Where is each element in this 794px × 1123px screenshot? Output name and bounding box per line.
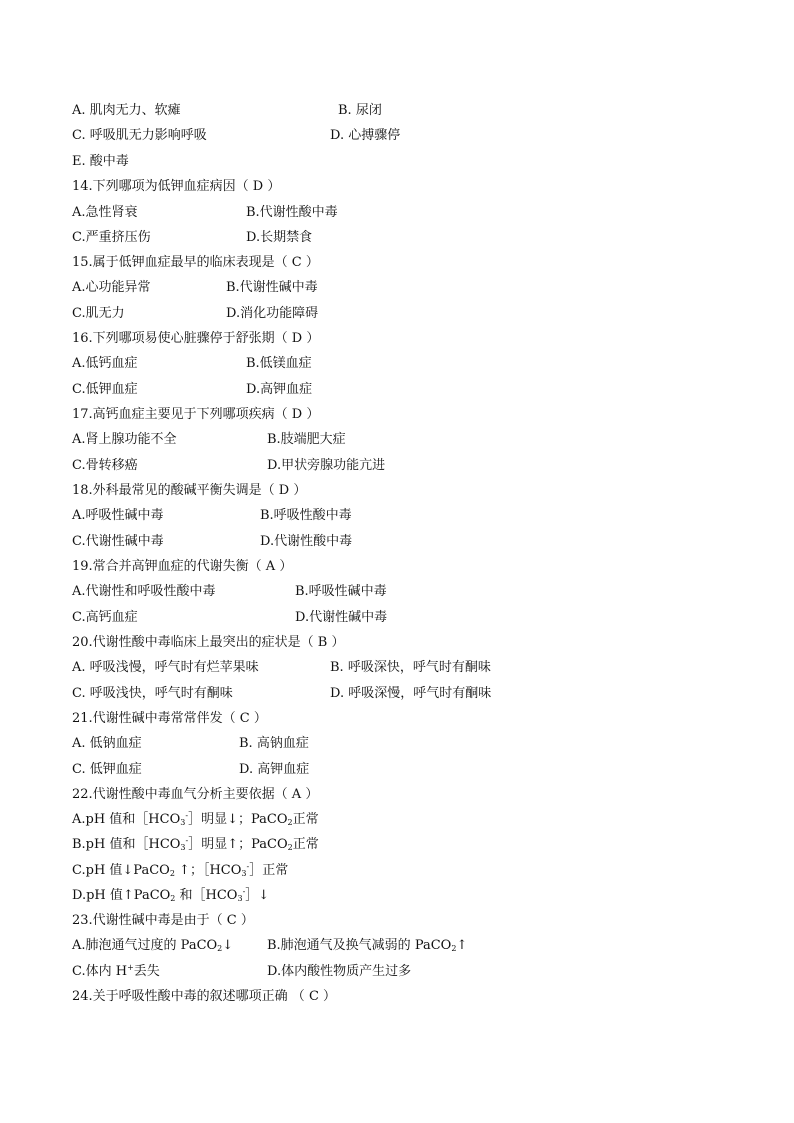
q13-option-a: A. 肌肉无力、软瘫 <box>72 103 181 118</box>
q23-option-b-suffix: ↑ <box>456 938 468 953</box>
q20-option-c: C. 呼吸浅快，呼气时有酮味 <box>72 686 233 701</box>
q22-option-c-mid: ↑；［HCO <box>174 863 242 878</box>
q22-option-a <box>72 809 319 831</box>
q20-question: 20.代谢性酸中毒临床上最突出的症状是（ B ） <box>72 635 345 650</box>
q23-option-b-sub2: 2 <box>451 944 457 953</box>
q14-option-b: B.代谢性酸中毒 <box>246 205 338 220</box>
q14-option-d: D.长期禁食 <box>246 230 313 245</box>
q15-question: 15.属于低钾血症最早的临床表现是（ C ） <box>72 255 319 270</box>
q22-option-a-sub3: 3 <box>180 818 186 827</box>
q22-option-d <box>72 885 269 907</box>
q18-option-a: A.呼吸性碱中毒 <box>72 508 164 523</box>
q21-option-c: C. 低钾血症 <box>72 762 142 777</box>
q24-question: 24.关于呼吸性酸中毒的叙述哪项正确 （ C ） <box>72 989 337 1004</box>
q16-option-d: D.高钾血症 <box>246 382 313 397</box>
q18-option-b: B.呼吸性酸中毒 <box>260 508 352 523</box>
q14-option-a: A.急性肾衰 <box>72 205 138 220</box>
q22-option-c-sub3: 3 <box>241 869 247 878</box>
q23-option-c-supplus: + <box>127 963 134 972</box>
q20-option-a: A. 呼吸浅慢，呼气时有烂苹果味 <box>72 660 259 675</box>
q23-option-a-suffix: ↓ <box>222 938 234 953</box>
q22-option-d-sub2: 2 <box>170 894 176 903</box>
q22-option-d-mid: 和［HCO <box>175 888 238 903</box>
q22-option-a-mid: ］明显↓；PaCO <box>188 812 288 827</box>
q17-option-c: C.骨转移癌 <box>72 458 138 473</box>
q22-option-b-suffix: 正常 <box>292 837 319 852</box>
q18-option-d: D.代谢性酸中毒 <box>260 534 353 549</box>
q22-option-d-suffix: ］↓ <box>245 888 270 903</box>
q17-question: 17.高钙血症主要见于下列哪项疾病（ D ） <box>72 407 320 422</box>
q19-option-b: B.呼吸性碱中毒 <box>295 584 387 599</box>
q22-option-b-sub2: 2 <box>287 843 293 852</box>
q22-option-b <box>72 834 319 856</box>
q23-option-c-suffix: 丢失 <box>133 964 160 979</box>
q23-option-c <box>72 961 160 983</box>
q19-question: 19.常合并高钾血症的代谢失衡（ A ） <box>72 559 293 574</box>
q14-question: 14.下列哪项为低钾血症病因（ D ） <box>72 179 281 194</box>
q17-option-d: D.甲状旁腺功能亢进 <box>267 458 386 473</box>
q22-option-a-supminus: - <box>185 811 189 820</box>
q14-option-c: C.严重挤压伤 <box>72 230 151 245</box>
q21-option-d: D. 高钾血症 <box>239 762 310 777</box>
q13-option-e: E. 酸中毒 <box>72 154 129 169</box>
q15-option-b: B.代谢性碱中毒 <box>226 280 318 295</box>
q23-option-a <box>72 935 233 957</box>
q15-option-c: C.肌无力 <box>72 306 125 321</box>
q19-option-a: A.代谢性和呼吸性酸中毒 <box>72 584 216 599</box>
q19-option-c: C.高钙血症 <box>72 610 138 625</box>
q13-option-c: C. 呼吸肌无力影响呼吸 <box>72 128 207 143</box>
q22-option-a-suffix: 正常 <box>292 812 319 827</box>
q22-option-d-supminus: - <box>242 887 246 896</box>
q22-option-b-supminus: - <box>185 836 189 845</box>
q23-option-d: D.体内酸性物质产生过多 <box>267 964 412 979</box>
q20-option-d: D. 呼吸深慢，呼气时有酮味 <box>330 686 492 701</box>
q20-option-b: B. 呼吸深快，呼气时有酮味 <box>330 660 491 675</box>
q16-question: 16.下列哪项易使心脏骤停于舒张期（ D ） <box>72 331 320 346</box>
q22-question: 22.代谢性酸中毒血气分析主要依据（ A ） <box>72 787 319 802</box>
q15-option-a: A.心功能异常 <box>72 280 151 295</box>
q22-option-c-prefix: C.pH 值↓PaCO <box>72 863 170 878</box>
q23-option-a-prefix: A.肺泡通气过度的 PaCO <box>72 938 218 953</box>
q17-option-a: A.肾上腺功能不全 <box>72 432 177 447</box>
q22-option-c-sub2: 2 <box>169 869 175 878</box>
q22-option-c <box>72 860 288 882</box>
q22-option-c-suffix: ］正常 <box>249 863 289 878</box>
q21-question: 21.代谢性碱中毒常常伴发（ C ） <box>72 711 267 726</box>
q23-option-b <box>267 935 467 957</box>
q18-question: 18.外科最常见的酸碱平衡失调是（ D ） <box>72 483 307 498</box>
q16-option-b: B.低镁血症 <box>246 356 312 371</box>
q23-option-b-prefix: B.肺泡通气及换气减弱的 PaCO <box>267 938 452 953</box>
q21-option-a: A. 低钠血症 <box>72 736 142 751</box>
q22-option-a-sub2: 2 <box>287 818 293 827</box>
q22-option-d-prefix: D.pH 值↑PaCO <box>72 888 171 903</box>
q22-option-b-prefix: B.pH 值和［HCO <box>72 837 181 852</box>
q23-option-c-prefix: C.体内 H <box>72 964 128 979</box>
q23-option-a-sub2: 2 <box>217 944 223 953</box>
q17-option-b: B.肢端肥大症 <box>267 432 346 447</box>
q22-option-b-sub3: 3 <box>180 843 186 852</box>
q15-option-d: D.消化功能障碍 <box>226 306 319 321</box>
q22-option-c-supminus: - <box>246 862 250 871</box>
q23-question: 23.代谢性碱中毒是由于（ C ） <box>72 913 254 928</box>
q16-option-a: A.低钙血症 <box>72 356 138 371</box>
q21-option-b: B. 高钠血症 <box>239 736 309 751</box>
q19-option-d: D.代谢性碱中毒 <box>295 610 388 625</box>
q22-option-a-prefix: A.pH 值和［HCO <box>72 812 181 827</box>
q16-option-c: C.低钾血症 <box>72 382 138 397</box>
q22-option-d-sub3: 3 <box>237 894 243 903</box>
q18-option-c: C.代谢性碱中毒 <box>72 534 164 549</box>
q13-option-b: B. 尿闭 <box>338 103 382 118</box>
q13-option-d: D. 心搏骤停 <box>330 128 401 143</box>
q22-option-b-mid: ］明显↑；PaCO <box>188 837 288 852</box>
